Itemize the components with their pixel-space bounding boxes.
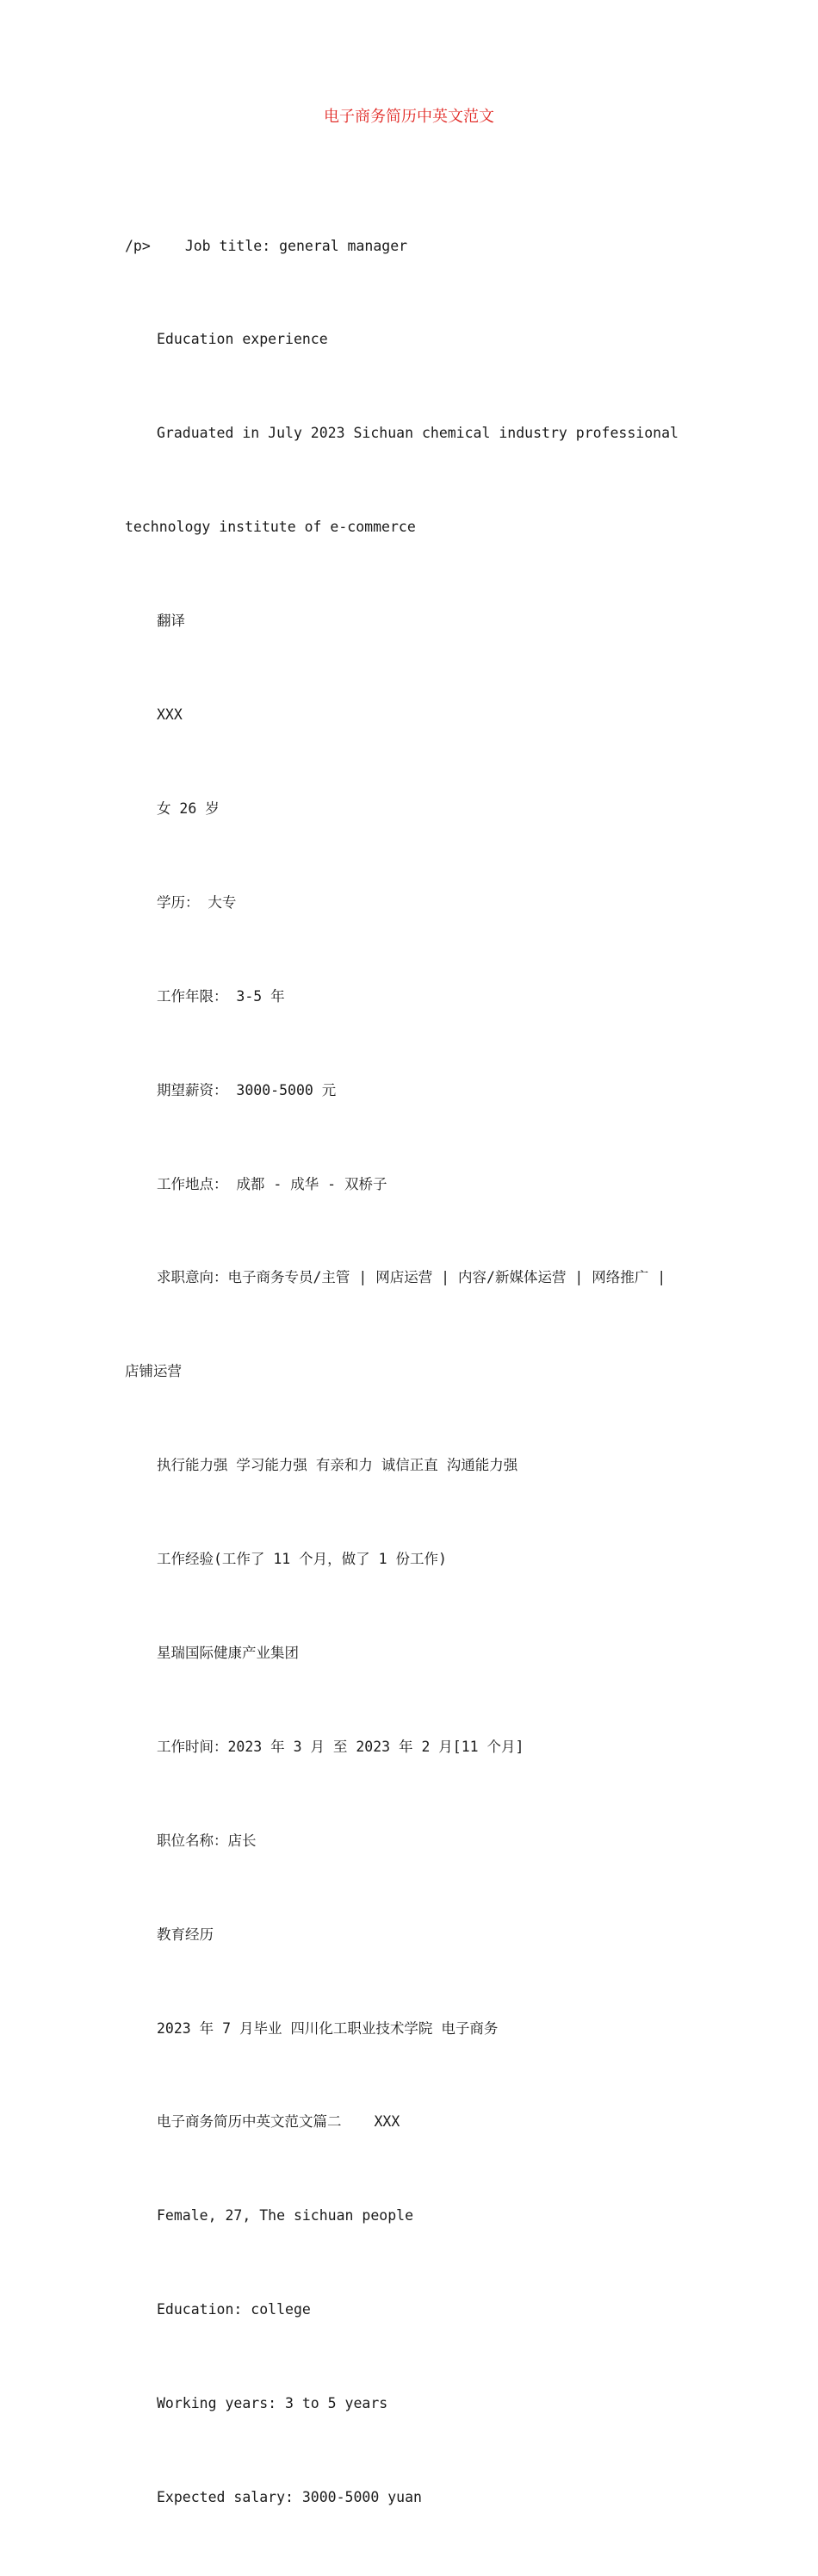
line-education-history: 教育经历 (157, 1926, 214, 1943)
line-education-en: Education: college (157, 2301, 311, 2318)
line-graduated: Graduated in July 2023 Sichuan chemical industry professional (157, 425, 679, 442)
line-graduated-cont: technology institute of e-commerce (125, 519, 416, 536)
line-job-title (125, 231, 702, 262)
line-graduation: 2023 年 7 月毕业 四川化工职业技术学院 电子商务 (157, 2019, 499, 2037)
line-expected-salary-en: Expected salary: 3000-5000 yuan (157, 2488, 422, 2505)
line-working-years-en: Working years: 3 to 5 years (157, 2395, 388, 2412)
line-work-years: 工作年限： 3-5 年 (157, 987, 285, 1005)
section-two-name: XXX (374, 2113, 400, 2131)
document-body (125, 168, 702, 2576)
line-position: 职位名称：店长 (157, 1832, 257, 1849)
line-job-intention-cont: 店铺运营 (125, 1363, 182, 1380)
line-work-location: 工作地点： 成都 - 成华 - 双桥子 (157, 1175, 387, 1192)
document-title: 电子商务简历中英文范文 (324, 108, 494, 126)
line-expected-salary: 期望薪资： 3000-5000 元 (157, 1081, 337, 1098)
line-strengths: 执行能力强 学习能力强 有亲和力 诚信正直 沟通能力强 (157, 1457, 518, 1474)
stray-tag-text: /p> (125, 237, 151, 254)
line-work-time: 工作时间：2023 年 3 月 至 2023 年 2 月[11 个月] (157, 1738, 524, 1755)
line-gender-age: 女 26 岁 (157, 800, 220, 817)
line-name: XXX (157, 706, 183, 724)
job-title-text: Job title: general manager (184, 237, 408, 254)
section-two-title: 电子商务简历中英文范文篇二 (157, 2113, 342, 2131)
line-female: Female, 27, The sichuan people (157, 2207, 414, 2224)
line-company: 星瑞国际健康产业集团 (157, 1644, 299, 1661)
line-section-two (125, 2106, 702, 2137)
line-work-experience: 工作经验(工作了 11 个月，做了 1 份工作) (157, 1551, 447, 1568)
line-translation: 翻译 (157, 613, 185, 630)
line-education-heading: Education experience (157, 331, 328, 348)
line-education-level: 学历： 大专 (157, 893, 237, 911)
line-job-intention: 求职意向：电子商务专员/主管 | 网店运营 | 内容/新媒体运营 | 网络推广 | (157, 1269, 666, 1286)
